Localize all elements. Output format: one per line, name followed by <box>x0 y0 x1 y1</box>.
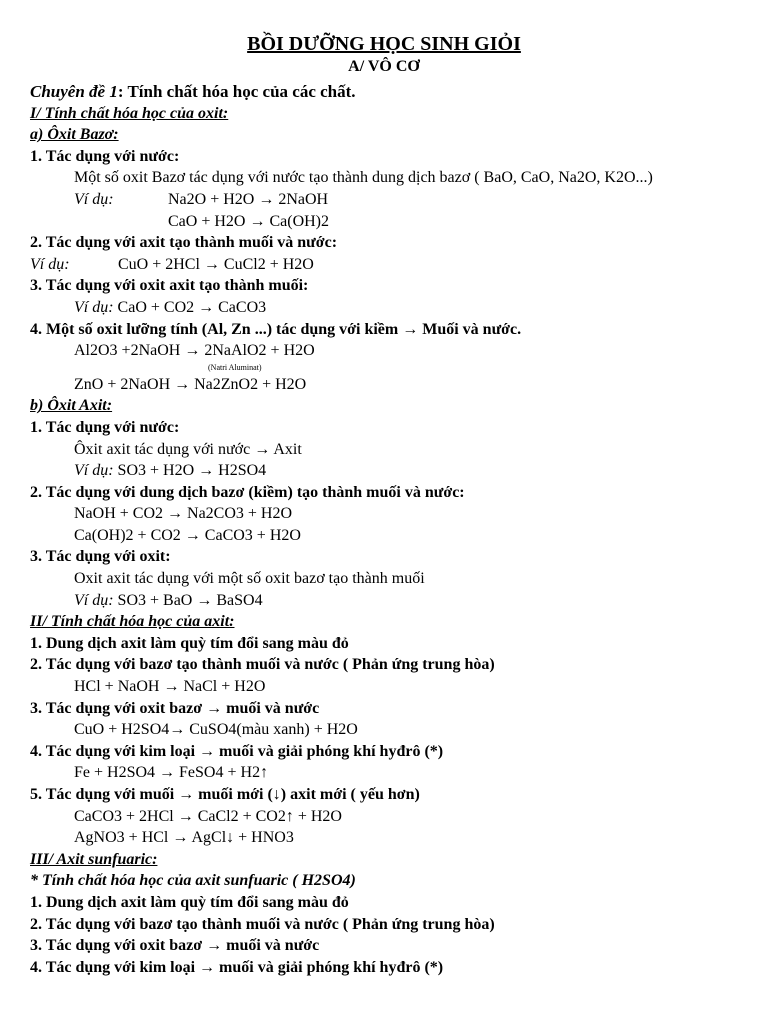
item-title: 2. Tác dụng với dung dịch bazơ (kiềm) tạo thành muối và nước: <box>30 483 465 501</box>
item-title: 2. Tác dụng với bazơ tạo thành muối và nước ( Phản ứng trung hòa) <box>30 915 495 933</box>
item-title: 3. Tác dụng với oxit bazơ → muối và nước <box>30 699 320 717</box>
item-title: 3. Tác dụng với oxit: <box>30 548 171 566</box>
item-description: Ôxit axit tác dụng với nước → Axit <box>74 440 302 458</box>
item-title: 3. Tác dụng với oxit axit tạo thành muối: <box>30 277 309 295</box>
section-heading-sunfuaric: III/ Axit sunfuaric: <box>30 850 158 868</box>
section-heading-oxit: I/ Tính chất hóa học của oxit: <box>30 104 229 122</box>
equation: CaO + CO2 → CaCO3 <box>117 298 267 316</box>
topic-text: : Tính chất hóa học của các chất. <box>117 82 356 101</box>
item-title: 2. Tác dụng với axit tạo thành muối và nước: <box>30 234 338 252</box>
equation: Ca(OH)2 + CO2 → CaCO3 + H2O <box>74 526 301 544</box>
example-line <box>30 297 750 319</box>
equation: SO3 + H2O → H2SO4 <box>117 462 267 480</box>
equation: Na2O + H2O → 2NaOH <box>168 190 329 208</box>
item-title: 4. Tác dụng với kim loại → muối và giải phóng khí hyđrô (*) <box>30 958 444 976</box>
item-title: 4. Tác dụng với kim loại → muối và giải phóng khí hyđrô (*) <box>30 742 444 760</box>
item-title: 1. Tác dụng với nước: <box>30 147 180 165</box>
item-title: 3. Tác dụng với oxit bazơ → muối và nước <box>30 937 320 955</box>
equation: HCl + NaOH → NaCl + H2O <box>74 678 266 696</box>
equation: Al2O3 +2NaOH → 2NaAlO2 + H2O <box>74 342 315 360</box>
item-description: Oxit axit tác dụng với một số oxit bazơ tạo thành muối <box>74 570 425 588</box>
example-label: Ví dụ: <box>74 462 114 480</box>
example-line <box>30 590 750 612</box>
page-subtitle: A/ VÔ CƠ <box>348 58 420 75</box>
item-title: 4. Một số oxit lưỡng tính (Al, Zn ...) tác dụng với kiềm → Muối và nước. <box>30 320 522 338</box>
example-label: Ví dụ: <box>74 190 114 208</box>
example-label: Ví dụ: <box>74 298 114 316</box>
subsection-sunfuaric: * Tính chất hóa học của axit sunfuaric ( H2SO4) <box>30 872 356 890</box>
item-title: 1. Dung dịch axit làm quỳ tím đổi sang màu đỏ <box>30 893 349 911</box>
example-label: Ví dụ: <box>30 255 70 273</box>
example-line <box>30 189 750 211</box>
subsection-oxit-bazo: a) Ôxit Bazơ: <box>30 126 119 144</box>
equation: NaOH + CO2 → Na2CO3 + H2O <box>74 505 293 523</box>
page-title: BỒI DƯỠNG HỌC SINH GIỎI <box>247 33 521 55</box>
equation: CaO + H2O → Ca(OH)2 <box>168 212 329 230</box>
example-line <box>30 460 750 482</box>
equation: CuO + H2SO4→ CuSO4(màu xanh) + H2O <box>74 721 358 739</box>
equation: SO3 + BaO → BaSO4 <box>117 591 263 609</box>
example-label: Ví dụ: <box>74 591 114 609</box>
item-title: 2. Tác dụng với bazơ tạo thành muối và nước ( Phản ứng trung hòa) <box>30 656 495 674</box>
equation: CaCO3 + 2HCl → CaCl2 + CO2↑ + H2O <box>74 807 342 825</box>
item-title: 1. Dung dịch axit làm quỳ tím đổi sang màu đỏ <box>30 634 349 652</box>
equation: AgNO3 + HCl → AgCl↓ + HNO3 <box>74 829 294 847</box>
equation: ZnO + 2NaOH → Na2ZnO2 + H2O <box>74 375 307 393</box>
subsection-oxit-axit: b) Ôxit Axit: <box>30 397 113 415</box>
topic-label: Chuyên đề 1 <box>30 82 118 101</box>
item-description: Một số oxit Bazơ tác dụng với nước tạo thành dung dịch bazơ ( BaO, CaO, Na2O, K2O...) <box>74 169 653 187</box>
equation: Fe + H2SO4 → FeSO4 + H2↑ <box>74 764 269 782</box>
section-heading-axit: II/ Tính chất hóa học của axit: <box>30 613 235 631</box>
document-body <box>30 81 750 978</box>
topic-line <box>30 81 750 103</box>
example-line <box>30 254 750 276</box>
item-title: 5. Tác dụng với muối → muối mới (↓) axit mới ( yếu hơn) <box>30 786 420 803</box>
equation-note: (Natri Aluminat) <box>208 362 262 372</box>
item-title: 1. Tác dụng với nước: <box>30 418 180 436</box>
equation: CuO + 2HCl → CuCl2 + H2O <box>118 255 314 273</box>
